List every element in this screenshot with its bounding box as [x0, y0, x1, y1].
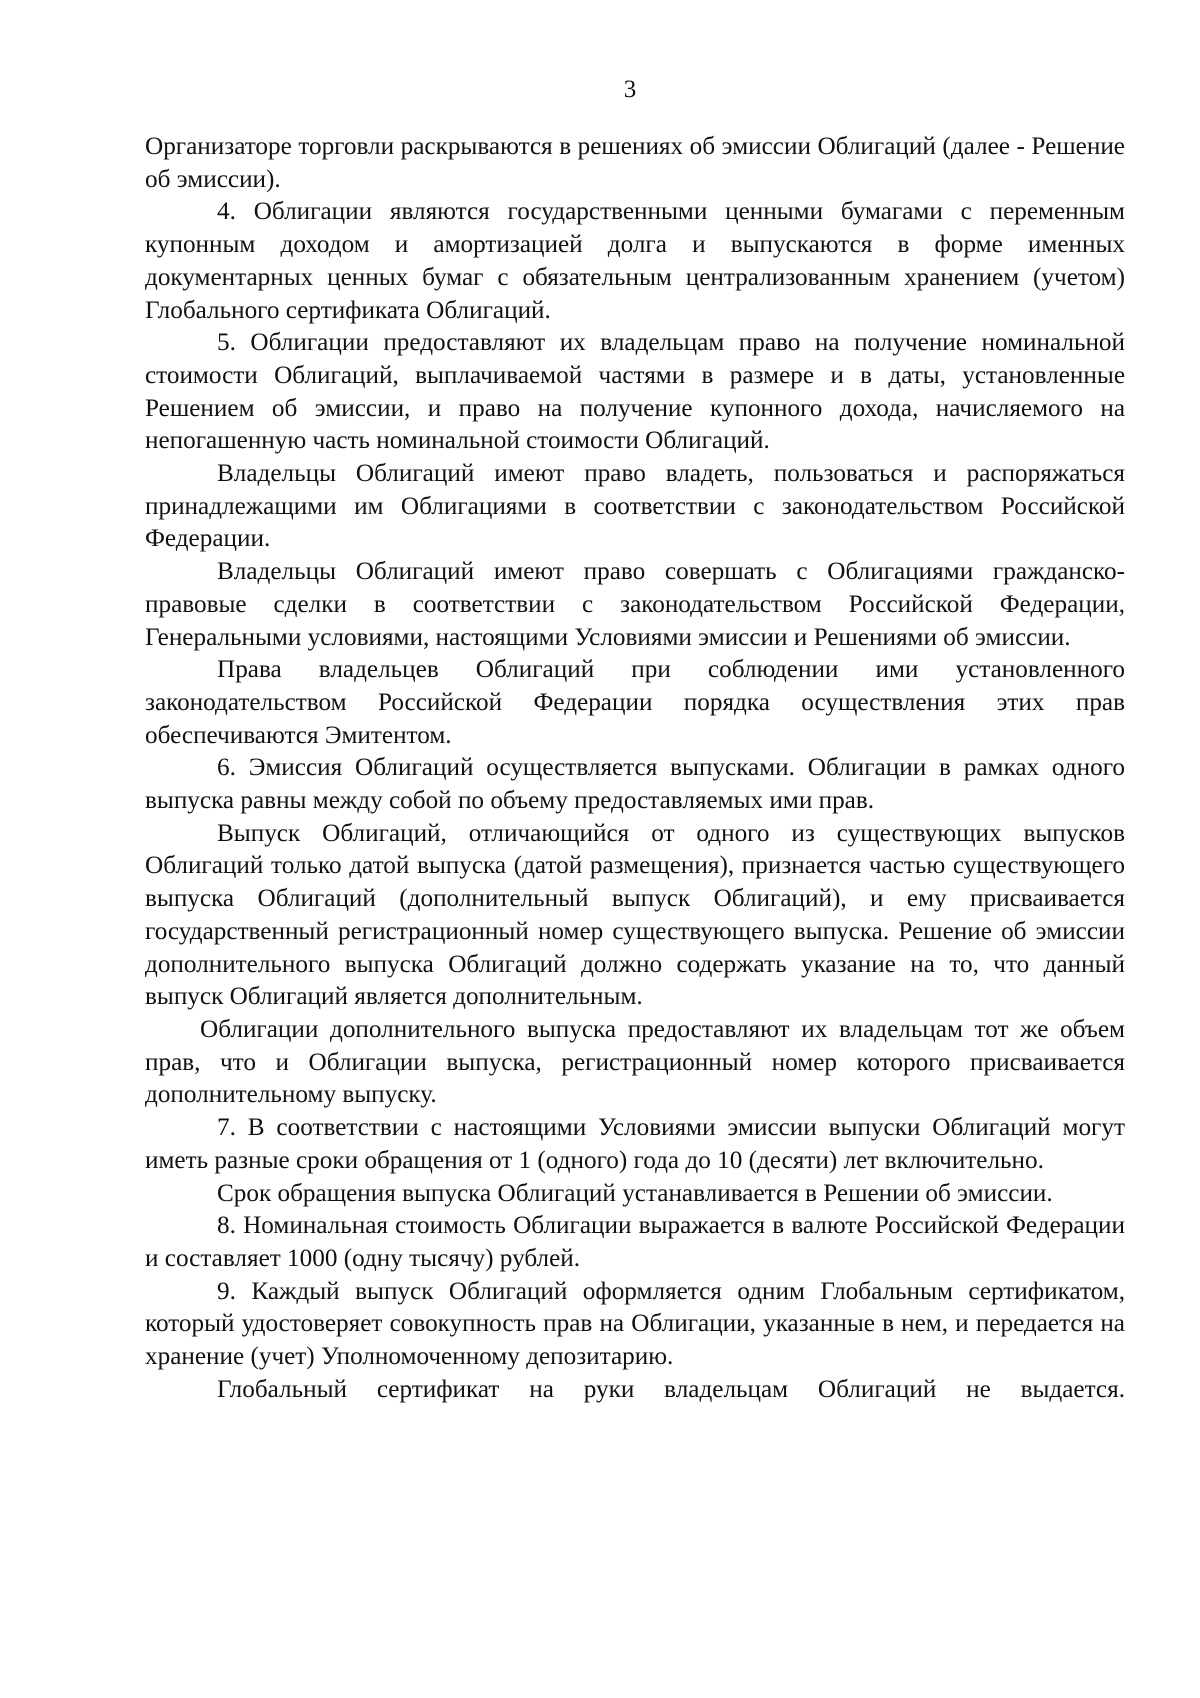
paragraph: Выпуск Облигаций, отличающийся от одного из существующих выпусков Облигаций только датой выпуска (датой размещения), признается частью существующего выпуска Облигаций (дополнительный выпуск Облигаций), и ему присваивается государственный регистрационный номер существующего выпуска. Решение об эмиссии дополнительного выпуска Облигаций должно содержать указание на то, что данный выпуск Облигаций является дополнительным. [145, 819, 1125, 1011]
paragraph: Глобальный сертификат на руки владельцам Облигаций не выдается. [217, 1375, 1125, 1403]
paragraph: Срок обращения выпуска Облигаций устанавливается в Решении об эмиссии. [217, 1179, 1053, 1207]
paragraph: 4. Облигации являются государственными ценными бумагами с переменным купонным доходом и амортизацией долга и выпускаются в форме именных документарных ценных бумаг с обязательным централизованным хранением (учетом) Глобального сертификата Облигаций. [145, 198, 1125, 324]
page-number: 3 [623, 76, 637, 103]
document-body [145, 131, 1125, 1406]
paragraph: Облигации дополнительного выпуска предоставляют их владельцам тот же объем прав, что и Облигации выпуска, регистрационный номер которого присваивается дополнительному выпуску. [145, 1015, 1125, 1109]
paragraph: Владельцы Облигаций имеют право совершать с Облигациями гражданско-правовые сделки в соответствии с законодательством Российской Федерации, Генеральными условиями, настоящими Условиями эмиссии и Решениями об эмиссии. [145, 558, 1125, 651]
paragraph: Владельцы Облигаций имеют право владеть, пользоваться и распоряжаться принадлежащими им Облигациями в соответствии с законодательством Российской Федерации. [145, 460, 1125, 553]
paragraph: Права владельцев Облигаций при соблюдении ими установленного законодательством Российской Федерации порядка осуществления этих прав обеспечиваются Эмитентом. [145, 656, 1125, 749]
paragraph: 7. В соответствии с настоящими Условиями эмиссии выпуски Облигаций могут иметь разные сроки обращения от 1 (одного) года до 10 (десяти) лет включительно. [145, 1114, 1125, 1174]
paragraph: 8. Номинальная стоимость Облигации выражается в валюте Российской Федерации и составляет 1000 (одну тысячу) рублей. [145, 1212, 1125, 1272]
paragraph: 9. Каждый выпуск Облигаций оформляется одним Глобальным сертификатом, который удостоверяет совокупность прав на Облигации, указанные в нем, и передается на хранение (учет) Уполномоченному депозитарию. [145, 1277, 1125, 1371]
paragraph: Организаторе торговли раскрываются в решениях об эмиссии Облигаций (далее - Решение об эмиссии). [145, 133, 1125, 193]
paragraph: 6. Эмиссия Облигаций осуществляется выпусками. Облигации в рамках одного выпуска равны между собой по объему предоставляемых ими прав. [145, 754, 1125, 815]
paragraph: 5. Облигации предоставляют их владельцам право на получение номинальной стоимости Облигаций, выплачиваемой частями в размере и в даты, установленные Решением об эмиссии, и право на получение купонного дохода, начисляемого на непогашенную часть номинальной стоимости Облигаций. [145, 329, 1125, 455]
